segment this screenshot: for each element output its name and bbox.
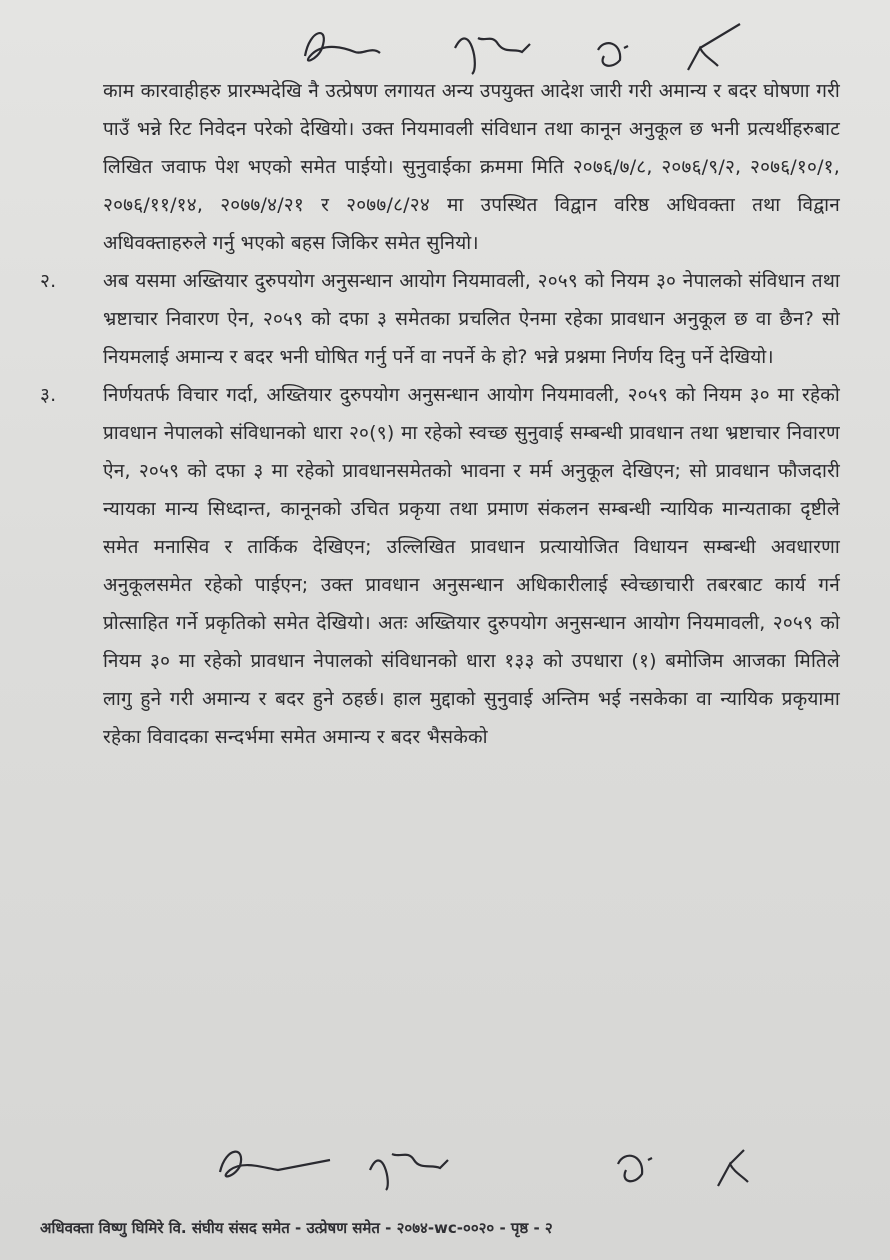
paragraph-number xyxy=(40,72,103,262)
paragraph-1 xyxy=(40,72,840,262)
page-footer: अधिवक्ता विष्णु घिमिरे वि. संघीय संसद समेत - उत्प्रेषण समेत - २०७४-wc-००२० - पृष्ठ - २ xyxy=(40,1219,553,1237)
signature-2 xyxy=(455,38,530,74)
paragraph-3 xyxy=(40,376,840,756)
signature-2 xyxy=(370,1154,448,1190)
paragraph-text: काम कारवाहीहरु प्रारम्भदेखि नै उत्प्रेषण लगायत अन्य उपयुक्त आदेश जारी गरी अमान्य र बदर घोषणा गरी पाउँ भन्ने रिट निवेदन परेको देखियो। उक्त नियमावली संविधान तथा कानून अनुकूल छ भनी प्रत्यर्थीहरुबाट लिखित जवाफ पेश भएको समेत पाईयो। सुनुवाईका क्रममा मिति २०७६/७/८, २०७६/९/२, २०७६/१०/१, २०७६/११/१४, २०७७/४/२१ र २०७७/८/२४ मा उपस्थित विद्वान वरिष्ठ अधिवक्ता तथा विद्वान अधिवक्ताहरुले गर्नु भएको बहस जिकिर समेत सुनियो। xyxy=(103,80,840,254)
signatures-bottom xyxy=(0,1120,890,1210)
signature-4 xyxy=(688,24,740,70)
judgment-body xyxy=(40,72,840,756)
signature-1 xyxy=(305,33,380,60)
signature-4 xyxy=(718,1150,748,1186)
signature-1 xyxy=(220,1152,330,1177)
paragraph-2 xyxy=(40,262,840,376)
paragraph-number: २. xyxy=(40,270,57,292)
paragraph-text: निर्णयतर्फ विचार गर्दा, अख्तियार दुरुपयोग अनुसन्धान आयोग नियमावली, २०५९ को नियम ३० मा रहेको प्रावधान नेपालको संविधानको धारा २०(९) मा रहेको स्वच्छ सुनुवाई सम्बन्धी प्रावधान तथा भ्रष्टाचार निवारण ऐन, २०५९ को दफा ३ मा रहेको प्रावधानसमेतको भावना र मर्म अनुकूल देखिएन; सो प्रावधान फौजदारी न्यायका मान्य सिध्दान्त, कानूनको उचित प्रकृया तथा प्रमाण संकलन सम्बन्धी न्यायिक मान्यताका दृष्टीले समेत मनासिव र तार्किक देखिएन; उल्लिखित प्रावधान प्रत्यायोजित विधायन सम्बन्धी अवधारणा अनुकूलसमेत रहेको पाईएन; उक्त प्रावधान अनुसन्धान अधिकारीलाई स्वेच्छाचारी तबरबाट कार्य गर्न प्रोत्साहित गर्ने प्रकृतिको समेत देखियो। अतः अख्तियार दुरुपयोग अनुसन्धान आयोग नियमावली, २०५९ को नियम ३० मा रहेको प्रावधान नेपालको संविधानको धारा १३३ को उपधारा (१) बमोजिम आजका मितिले लागु हुने गरी अमान्य र बदर हुने ठहर्छ। हाल मुद्दाको सुनुवाई अन्तिम भई नसकेका वा न्यायिक प्रकृयामा रहेका विवादका सन्दर्भमा समेत अमान्य र बदर भैसकेको xyxy=(103,384,840,748)
signature-3 xyxy=(598,43,628,66)
signature-3 xyxy=(618,1156,652,1182)
paragraph-text: अब यसमा अख्तियार दुरुपयोग अनुसन्धान आयोग नियमावली, २०५९ को नियम ३० नेपालको संविधान तथा भ्रष्टाचार निवारण ऐन, २०५९ को दफा ३ समेतका प्रचलित ऐनमा रहेका प्रावधान अनुकूल छ वा छैन? सो नियमलाई अमान्य र बदर भनी घोषित गर्नु पर्ने वा नपर्ने के हो? भन्ने प्रश्नमा निर्णय दिनु पर्ने देखियो। xyxy=(103,270,840,368)
paragraph-number: ३. xyxy=(40,384,57,406)
